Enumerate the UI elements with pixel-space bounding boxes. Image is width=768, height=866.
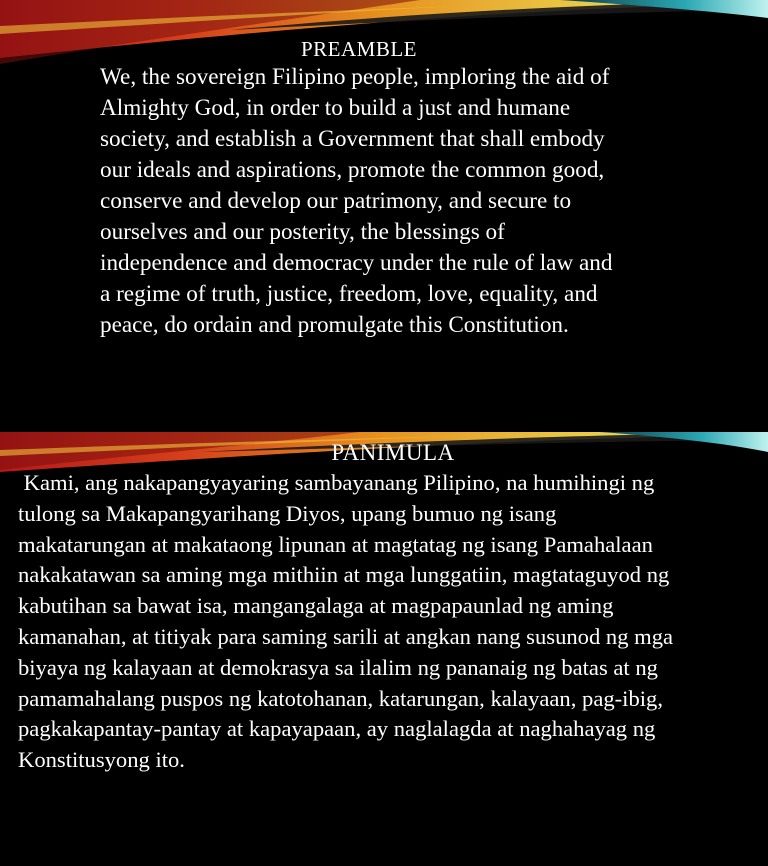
slide-body-text: [18, 468, 768, 776]
text-line: a regime of truth, justice, freedom, love, equality, and: [100, 281, 598, 307]
text-line: Kami, ang nakapangyayaring sambayanang Pilipino, na humihingi ng: [18, 470, 655, 495]
slide-panimula: [0, 432, 768, 866]
text-line: conserve and develop our patrimony, and secure to: [100, 188, 572, 214]
text-line: Konstitusyong ito.: [18, 747, 185, 773]
text-line: We, the sovereign Filipino people, imploring the aid of: [100, 64, 610, 90]
text-line: ourselves and our posterity, the blessings of: [100, 219, 505, 245]
slide-body-text: [100, 62, 700, 341]
text-line: society, and establish a Government that shall embody: [100, 126, 605, 152]
slide-title: PANIMULA: [331, 440, 455, 465]
text-line: nakakatawan sa aming mga mithiin at mga lunggatiin, magtataguyod ng: [18, 562, 670, 588]
text-line: biyaya ng kalayaan at demokrasya sa ilalim ng pananaig ng batas at ng: [18, 654, 658, 680]
text-line: kabutihan sa bawat isa, mangangalaga at magpapaunlad ng aming: [18, 593, 614, 619]
slide-preamble: [0, 0, 768, 430]
text-line: makatarungan at makataong lipunan at magtatag ng isang Pamahalaan: [18, 531, 653, 557]
slide-title: PREAMBLE: [300, 37, 418, 61]
text-line: peace, do ordain and promulgate this Constitution.: [100, 312, 569, 338]
text-line: Almighty God, in order to build a just and humane: [100, 95, 571, 121]
text-line: tulong sa Makapangyarihang Diyos, upang bumuo ng isang: [18, 500, 557, 526]
text-line: pamamahalang puspos ng katotohanan, katarungan, kalayaan, pag-ibig,: [18, 685, 663, 711]
text-line: our ideals and aspirations, promote the common good,: [100, 157, 605, 183]
text-line: kamanahan, at titiyak para saming sarili at angkan nang susunod ng mga: [18, 623, 674, 649]
text-line: independence and democracy under the rule of law and: [100, 250, 613, 276]
text-line: pagkakapantay-pantay at kapayapaan, ay naglalagda at naghahayag ng: [18, 716, 656, 742]
